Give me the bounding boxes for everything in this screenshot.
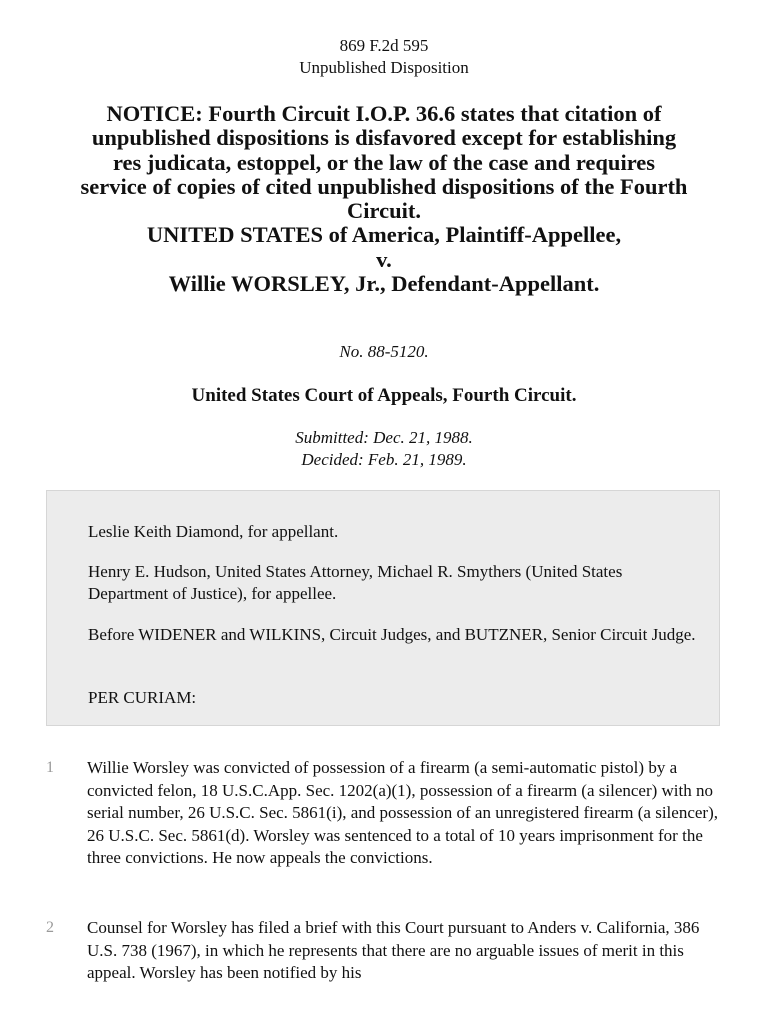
notice-line: NOTICE: Fourth Circuit I.O.P. 36.6 states that citation of bbox=[106, 101, 662, 126]
case-title bbox=[40, 102, 728, 296]
case-dates bbox=[0, 427, 768, 471]
case-citation: 869 F.2d 595 bbox=[339, 36, 429, 55]
per-curiam-label: PER CURIAM: bbox=[88, 688, 197, 707]
appellee-counsel: Henry E. Hudson, United States Attorney, Michael R. Smythers (United States Department of Justice), for appellee. bbox=[88, 562, 623, 603]
paragraph-text: Counsel for Worsley has filed a brief with this Court pursuant to Anders v. California, 386 U.S. 738 (1967), in which he represents that there are no arguable issues of merit in this appeal. Worsley has been notified by his bbox=[87, 918, 700, 982]
judges-panel: Before WIDENER and WILKINS, Circuit Judges, and BUTZNER, Senior Circuit Judge. bbox=[88, 625, 696, 644]
case-header bbox=[0, 35, 768, 79]
decided-date: Decided: Feb. 21, 1989. bbox=[301, 450, 467, 469]
plaintiff-name: UNITED STATES of America, Plaintiff-Appellee, bbox=[146, 222, 622, 248]
notice-line: res judicata, estoppel, or the law of the case and requires bbox=[112, 149, 656, 175]
versus-label: v. bbox=[376, 246, 392, 272]
notice-line: service of copies of cited unpublished dispositions of the Fourth bbox=[80, 173, 688, 199]
court-name: United States Court of Appeals, Fourth Circuit. bbox=[191, 385, 577, 406]
notice-line: Circuit. bbox=[347, 198, 421, 224]
docket-number: No. 88-5120. bbox=[339, 342, 429, 361]
paragraph-text: Willie Worsley was convicted of possession of a firearm (a semi-automatic pistol) by a convicted felon, 18 U.S.C.App. Sec. 1202(a)(1), possession of a firearm (a silencer) with no serial number, 26 U.S.C. Sec. 5861(i), and possession of an unregistered firearm (a silencer), 26 U.S.C. Sec. 5861(d). Worsley was sentenced to a total of 10 years imprisonment for the three convictions. He now appeals the convictions. bbox=[87, 758, 718, 867]
notice-line: unpublished dispositions is disfavored except for establishing bbox=[91, 125, 677, 151]
disposition-label: Unpublished Disposition bbox=[299, 58, 469, 77]
submitted-date: Submitted: Dec. 21, 1988. bbox=[295, 428, 473, 447]
counsel-panel bbox=[46, 490, 720, 726]
paragraph-number: 1 bbox=[46, 759, 54, 776]
appellant-counsel: Leslie Keith Diamond, for appellant. bbox=[88, 522, 339, 541]
paragraph-number: 2 bbox=[46, 919, 54, 936]
defendant-name: Willie WORSLEY, Jr., Defendant-Appellant. bbox=[168, 271, 600, 297]
